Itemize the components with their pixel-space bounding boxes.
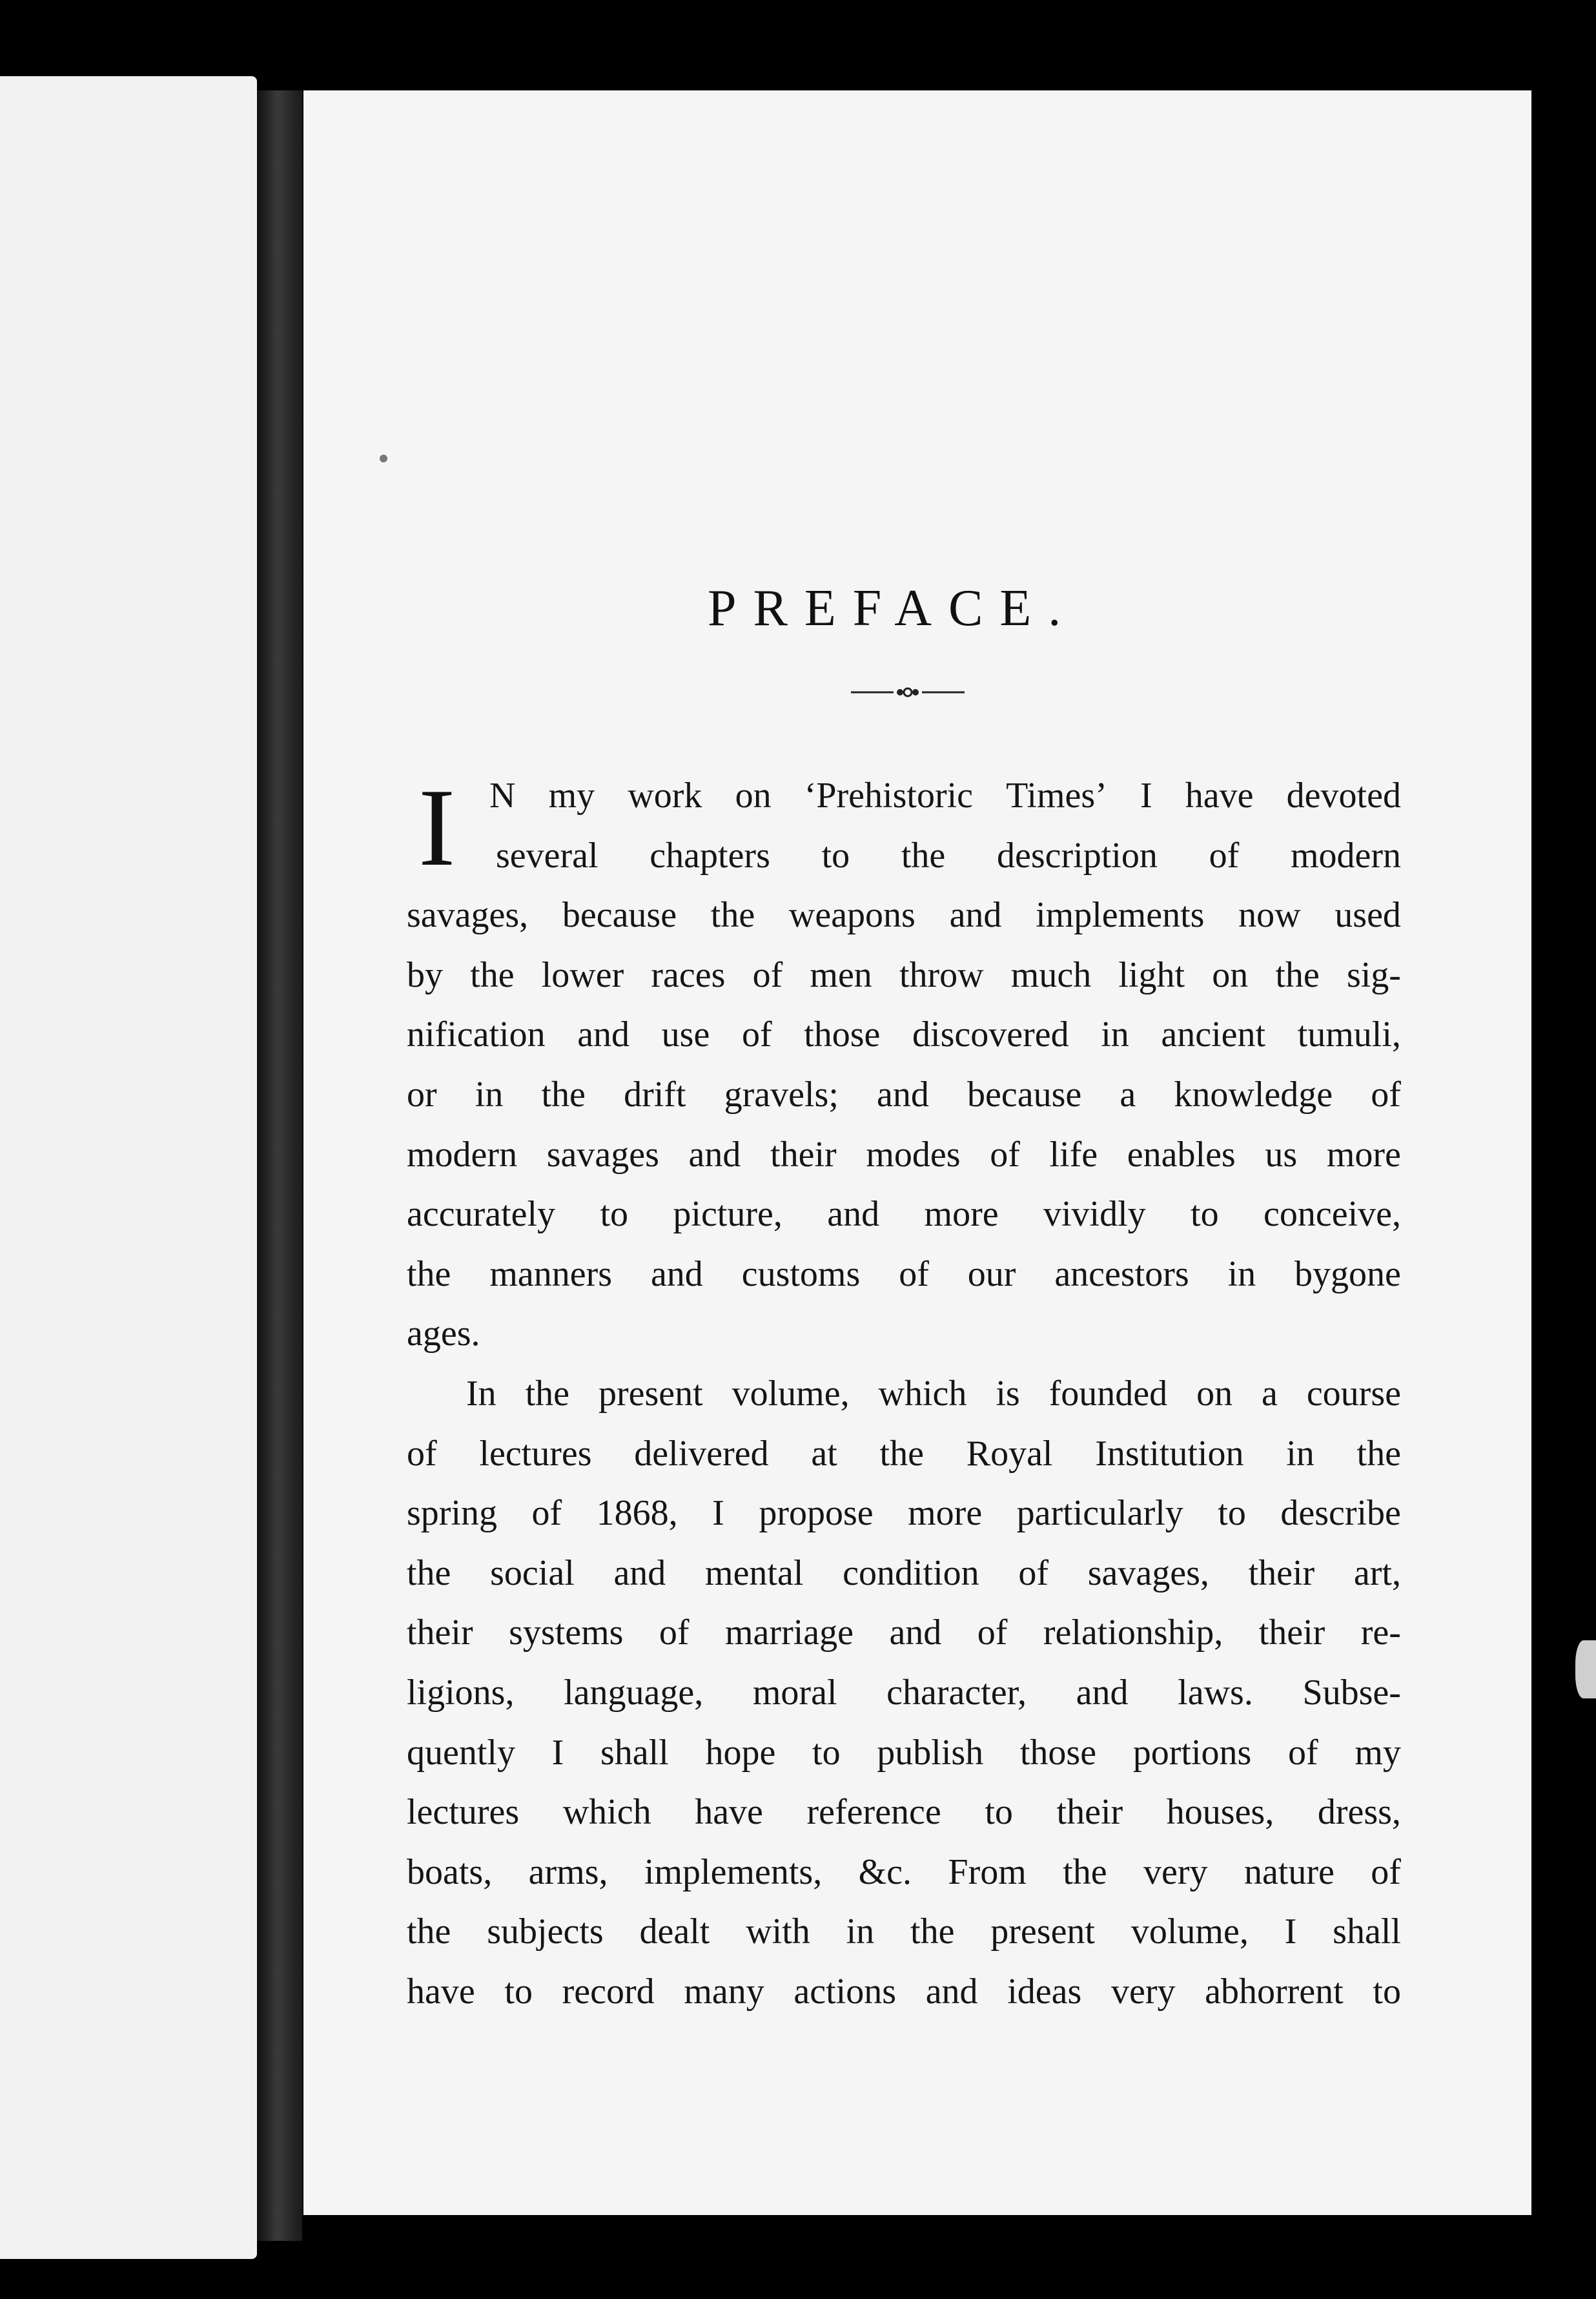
word: relationship, bbox=[1043, 1613, 1223, 1653]
word: ancient bbox=[1161, 1015, 1266, 1055]
word: In bbox=[466, 1373, 496, 1414]
word: weapons bbox=[788, 895, 916, 936]
word: abhorrent bbox=[1205, 1971, 1344, 2012]
word: quently bbox=[407, 1732, 515, 1773]
word: to bbox=[821, 835, 850, 876]
word: have bbox=[695, 1792, 763, 1833]
word: of bbox=[899, 1253, 929, 1294]
word: implements bbox=[1036, 895, 1205, 936]
ornamental-rule-icon bbox=[851, 683, 965, 701]
word: my bbox=[548, 776, 595, 816]
word: mental bbox=[705, 1552, 804, 1593]
word: of bbox=[1371, 1851, 1401, 1892]
word: From bbox=[948, 1851, 1027, 1892]
word: portions bbox=[1132, 1732, 1252, 1773]
word: dealt bbox=[639, 1912, 710, 1952]
word: the bbox=[407, 1552, 451, 1593]
word: their bbox=[1248, 1552, 1315, 1593]
word: enables bbox=[1127, 1134, 1236, 1175]
word: knowledge bbox=[1174, 1074, 1333, 1115]
word: and bbox=[877, 1074, 929, 1115]
word: lectures bbox=[479, 1433, 592, 1474]
word: more bbox=[924, 1194, 999, 1235]
word: publish bbox=[877, 1732, 984, 1773]
paragraph-2-line bbox=[407, 1603, 1401, 1663]
word: of bbox=[977, 1613, 1008, 1653]
word: laws. bbox=[1178, 1672, 1253, 1713]
word: describe bbox=[1280, 1493, 1401, 1534]
word: to bbox=[1191, 1194, 1219, 1235]
paragraph-1-line bbox=[407, 885, 1401, 945]
word: their bbox=[407, 1613, 473, 1653]
word: those bbox=[1019, 1732, 1097, 1773]
word: Subse- bbox=[1302, 1672, 1401, 1713]
word: systems bbox=[509, 1613, 624, 1653]
word: of bbox=[1209, 835, 1240, 876]
word: picture, bbox=[673, 1194, 783, 1235]
word: accurately bbox=[407, 1194, 556, 1235]
word: moral bbox=[752, 1672, 837, 1713]
paragraph-2-line bbox=[407, 1663, 1401, 1723]
word: of bbox=[407, 1433, 437, 1474]
paragraph-2-line bbox=[407, 1424, 1401, 1484]
word: the bbox=[901, 835, 946, 876]
word: the bbox=[879, 1433, 924, 1474]
word: of bbox=[1018, 1552, 1049, 1593]
word: implements, bbox=[644, 1851, 823, 1892]
word: particularly bbox=[1016, 1493, 1183, 1534]
word: drift bbox=[624, 1074, 686, 1115]
word: the bbox=[1356, 1433, 1401, 1474]
word: their bbox=[1056, 1792, 1123, 1833]
word: ancestors bbox=[1054, 1253, 1189, 1294]
word: course bbox=[1306, 1373, 1401, 1414]
word: and bbox=[827, 1194, 880, 1235]
word: our bbox=[967, 1253, 1016, 1294]
word: in bbox=[1286, 1433, 1315, 1474]
paragraph-1-line bbox=[407, 1304, 1401, 1364]
word: have bbox=[407, 1971, 475, 2012]
word: marriage bbox=[725, 1613, 854, 1653]
word: the bbox=[407, 1253, 451, 1294]
word: more bbox=[1326, 1134, 1401, 1175]
word: and bbox=[613, 1552, 666, 1593]
word: 1868, bbox=[596, 1493, 678, 1534]
word: houses, bbox=[1166, 1792, 1274, 1833]
word: dress, bbox=[1317, 1792, 1401, 1833]
word: description bbox=[997, 835, 1158, 876]
word: several bbox=[496, 835, 598, 876]
word: savages, bbox=[407, 895, 529, 936]
word: bygone bbox=[1294, 1253, 1401, 1294]
word: used bbox=[1335, 895, 1401, 936]
word: actions bbox=[793, 1971, 897, 2012]
word: of bbox=[990, 1134, 1020, 1175]
word: races bbox=[651, 954, 726, 995]
word: social bbox=[490, 1552, 575, 1593]
word: in bbox=[846, 1912, 875, 1952]
word: tumuli, bbox=[1297, 1015, 1401, 1055]
word: the bbox=[910, 1912, 955, 1952]
word: now bbox=[1238, 895, 1301, 936]
word: savages, bbox=[1087, 1552, 1209, 1593]
word: on bbox=[735, 776, 772, 816]
word: re- bbox=[1360, 1613, 1401, 1653]
word: the bbox=[470, 954, 515, 995]
word: or bbox=[407, 1074, 437, 1115]
word: nification bbox=[407, 1015, 546, 1055]
word: because bbox=[562, 895, 677, 936]
word: more bbox=[908, 1493, 983, 1534]
word: have bbox=[1185, 776, 1254, 816]
word: of bbox=[1288, 1732, 1318, 1773]
word: lectures bbox=[407, 1792, 520, 1833]
word: and bbox=[688, 1134, 741, 1175]
word: on bbox=[1196, 1373, 1233, 1414]
word: modern bbox=[407, 1134, 518, 1175]
word: language, bbox=[564, 1672, 704, 1713]
word: and bbox=[889, 1613, 942, 1653]
word: present bbox=[990, 1912, 1095, 1952]
word: by bbox=[407, 954, 443, 995]
word: propose bbox=[759, 1493, 874, 1534]
word: the bbox=[407, 1912, 451, 1952]
word: delivered bbox=[634, 1433, 769, 1474]
word: my bbox=[1355, 1732, 1401, 1773]
word: of bbox=[531, 1493, 562, 1534]
drop-cap: I bbox=[418, 767, 456, 889]
word: N bbox=[489, 776, 516, 816]
word: the bbox=[1275, 954, 1320, 995]
word: &c. bbox=[858, 1851, 912, 1892]
word: and bbox=[650, 1253, 703, 1294]
word: gravels; bbox=[724, 1074, 839, 1115]
word: spring bbox=[407, 1493, 497, 1534]
word: savages bbox=[546, 1134, 659, 1175]
word: reference bbox=[806, 1792, 941, 1833]
word: of bbox=[741, 1015, 772, 1055]
word: to bbox=[812, 1732, 841, 1773]
paragraph-1-line bbox=[407, 1244, 1401, 1304]
word: conceive, bbox=[1264, 1194, 1401, 1235]
word: ideas bbox=[1007, 1971, 1082, 2012]
word: work bbox=[628, 776, 702, 816]
word: their bbox=[770, 1134, 837, 1175]
word: art, bbox=[1353, 1552, 1401, 1593]
word: light bbox=[1118, 954, 1185, 995]
word: nature bbox=[1243, 1851, 1335, 1892]
word: volume, bbox=[1130, 1912, 1249, 1952]
paragraph-1-line bbox=[407, 1065, 1401, 1125]
word: their bbox=[1258, 1613, 1325, 1653]
word: us bbox=[1265, 1134, 1298, 1175]
paragraph-2-line bbox=[407, 1842, 1401, 1902]
word: of bbox=[752, 954, 783, 995]
word: much bbox=[1010, 954, 1092, 995]
word: many bbox=[684, 1971, 764, 2012]
word: I bbox=[551, 1732, 564, 1773]
word: throw bbox=[899, 954, 984, 995]
word: Times’ bbox=[1006, 776, 1107, 816]
word: customs bbox=[741, 1253, 861, 1294]
word: record bbox=[562, 1971, 655, 2012]
word: and bbox=[949, 895, 1002, 936]
word: life bbox=[1049, 1134, 1098, 1175]
word: volume, bbox=[732, 1373, 850, 1414]
word: very bbox=[1143, 1851, 1208, 1892]
word: ligions, bbox=[407, 1672, 515, 1713]
word: to bbox=[1373, 1971, 1401, 2012]
paragraph-1-line bbox=[407, 1125, 1401, 1185]
word: chapters bbox=[650, 835, 770, 876]
word: in bbox=[1101, 1015, 1129, 1055]
word: use bbox=[661, 1015, 710, 1055]
word: shall bbox=[1333, 1912, 1401, 1952]
word: which bbox=[562, 1792, 651, 1833]
word: of bbox=[1371, 1074, 1401, 1115]
word: condition bbox=[843, 1552, 979, 1593]
word: modes bbox=[866, 1134, 961, 1175]
word: of bbox=[659, 1613, 690, 1653]
word: men bbox=[810, 954, 872, 995]
word: a bbox=[1120, 1074, 1136, 1115]
word: ages. bbox=[407, 1314, 480, 1354]
paragraph-1-line bbox=[407, 826, 1401, 886]
word: a bbox=[1262, 1373, 1278, 1414]
word: to bbox=[1218, 1493, 1246, 1534]
body-text bbox=[407, 766, 1401, 2021]
word: on bbox=[1212, 954, 1249, 995]
page-edge-mark bbox=[1575, 1640, 1596, 1698]
paragraph-2-line bbox=[407, 1483, 1401, 1543]
word: boats, bbox=[407, 1851, 493, 1892]
word: I bbox=[1140, 776, 1152, 816]
word: Institution bbox=[1095, 1433, 1244, 1474]
paragraph-2-line bbox=[407, 1543, 1401, 1603]
word: devoted bbox=[1286, 776, 1401, 816]
word: to bbox=[600, 1194, 628, 1235]
word: subjects bbox=[487, 1912, 604, 1952]
word: in bbox=[1227, 1253, 1256, 1294]
paragraph-1-line bbox=[407, 1184, 1401, 1244]
word: I bbox=[712, 1493, 724, 1534]
word: arms, bbox=[528, 1851, 608, 1892]
paragraph-2-line bbox=[407, 1962, 1401, 2022]
paragraph-2-line bbox=[407, 1364, 1401, 1424]
word: very bbox=[1110, 1971, 1176, 2012]
word: the bbox=[1063, 1851, 1107, 1892]
ink-speck bbox=[380, 455, 387, 462]
word: Royal bbox=[966, 1433, 1053, 1474]
word: ‘Prehistoric bbox=[804, 776, 974, 816]
word: manners bbox=[489, 1253, 613, 1294]
word: vividly bbox=[1043, 1194, 1146, 1235]
word: character, bbox=[886, 1672, 1027, 1713]
word: the bbox=[525, 1373, 570, 1414]
word: founded bbox=[1049, 1373, 1168, 1414]
word: in bbox=[475, 1074, 504, 1115]
book-gutter bbox=[257, 90, 302, 2241]
paragraph-1-line bbox=[407, 766, 1401, 826]
word: lower bbox=[541, 954, 624, 995]
paragraph-2-line bbox=[407, 1782, 1401, 1842]
word: which bbox=[878, 1373, 967, 1414]
word: shall bbox=[600, 1732, 669, 1773]
paragraph-2-line bbox=[407, 1723, 1401, 1783]
word: and bbox=[577, 1015, 630, 1055]
word: sig- bbox=[1346, 954, 1401, 995]
word: I bbox=[1284, 1912, 1297, 1952]
paragraph-1-line bbox=[407, 1005, 1401, 1065]
word: the bbox=[541, 1074, 586, 1115]
word: at bbox=[811, 1433, 837, 1474]
word: discovered bbox=[912, 1015, 1069, 1055]
left-page-edge bbox=[0, 76, 257, 2259]
word: those bbox=[804, 1015, 881, 1055]
word: to bbox=[985, 1792, 1013, 1833]
paragraph-2-line bbox=[407, 1902, 1401, 1962]
word: present bbox=[598, 1373, 703, 1414]
paragraph-1-line bbox=[407, 945, 1401, 1005]
word: the bbox=[710, 895, 755, 936]
word: with bbox=[746, 1912, 810, 1952]
word: is bbox=[996, 1373, 1020, 1414]
word: and bbox=[925, 1971, 978, 2012]
word: hope bbox=[705, 1732, 776, 1773]
word: and bbox=[1076, 1672, 1129, 1713]
word: modern bbox=[1290, 835, 1401, 876]
word: because bbox=[967, 1074, 1082, 1115]
page-title: PREFACE. bbox=[708, 580, 1078, 637]
word: to bbox=[504, 1971, 533, 2012]
